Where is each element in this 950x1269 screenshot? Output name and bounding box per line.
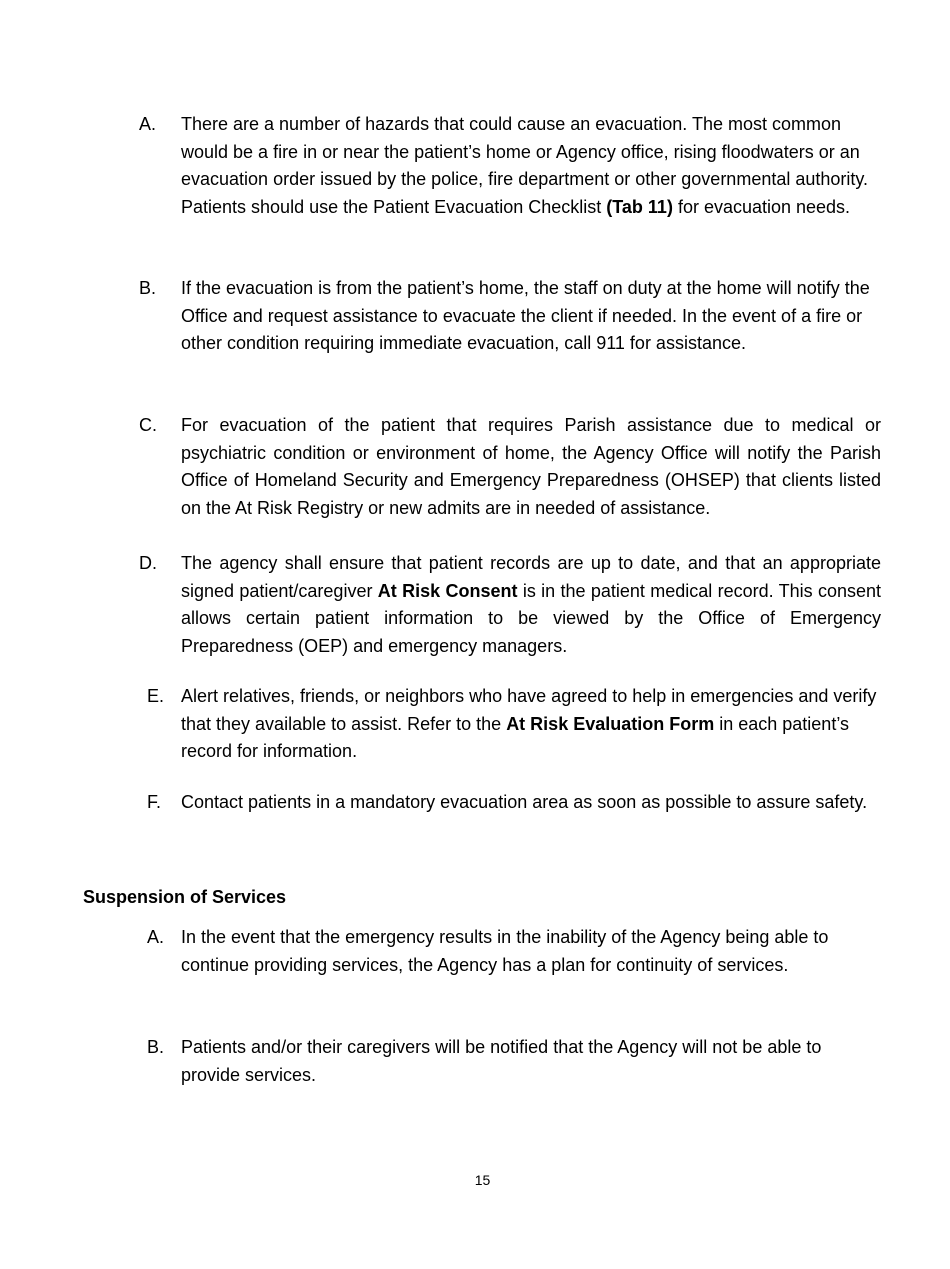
page-number: 15: [474, 1172, 491, 1188]
list-item-text: In the event that the emergency results in the inability of the Agency being able to continue providing services, the Agency has a plan for continuity of services.: [181, 927, 829, 975]
list-item-text: Alert relatives, friends, or neighbors who have agreed to help in emergencies and verify that they available to assist. Refer to the At Risk Evaluation Form in each patient’s record for information.: [181, 686, 877, 761]
list-marker: E.: [147, 686, 165, 706]
list-item-text: If the evacuation is from the patient’s home, the staff on duty at the home will notify the Office and request assistance to evacuate the client if needed. In the event of a fire or other condition requiring immediate evacuation, call 911 for assistance.: [181, 278, 870, 353]
list-marker: B.: [147, 1037, 165, 1057]
list-marker: C.: [139, 415, 157, 435]
tab-reference: (Tab 11): [606, 196, 673, 217]
list-marker: A.: [139, 114, 157, 134]
list-item-text: There are a number of hazards that could cause an evacuation. The most common would be a fire in or near the patient’s home or Agency office, rising floodwaters or an evacuation order issued by the police, fire department or other governmental authority. Patients should use the Patient Evacuation Checklist (Tab 11) for evacuation needs.: [181, 114, 869, 217]
list-item-text: The agency shall ensure that patient records are up to date, and that an appropriate signed patient/caregiver At Risk Consent is in the patient medical record. This consent allows certain patient information to be viewed by the Office of Emergency Preparedness (OEP) and emergency managers.: [181, 553, 881, 656]
form-reference: At Risk Evaluation Form: [506, 713, 715, 734]
list-item-text: For evacuation of the patient that requires Parish assistance due to medical or psychiatric condition or environment of home, the Agency Office will notify the Parish Office of Homeland Security and Emergency Preparedness (OHSEP) that clients listed on the At Risk Registry or new admits are in needed of assistance.: [181, 415, 881, 518]
section-heading: Suspension of Services: [83, 887, 287, 907]
list-marker: F.: [147, 792, 162, 812]
list-item-text: Patients and/or their caregivers will be notified that the Agency will not be able to provide services.: [181, 1037, 822, 1085]
consent-reference: At Risk Consent: [377, 580, 518, 601]
list-item-text: Contact patients in a mandatory evacuation area as soon as possible to assure safety.: [181, 792, 868, 812]
list-marker: D.: [139, 553, 157, 573]
list-marker: A.: [147, 927, 165, 947]
list-marker: B.: [139, 278, 157, 298]
